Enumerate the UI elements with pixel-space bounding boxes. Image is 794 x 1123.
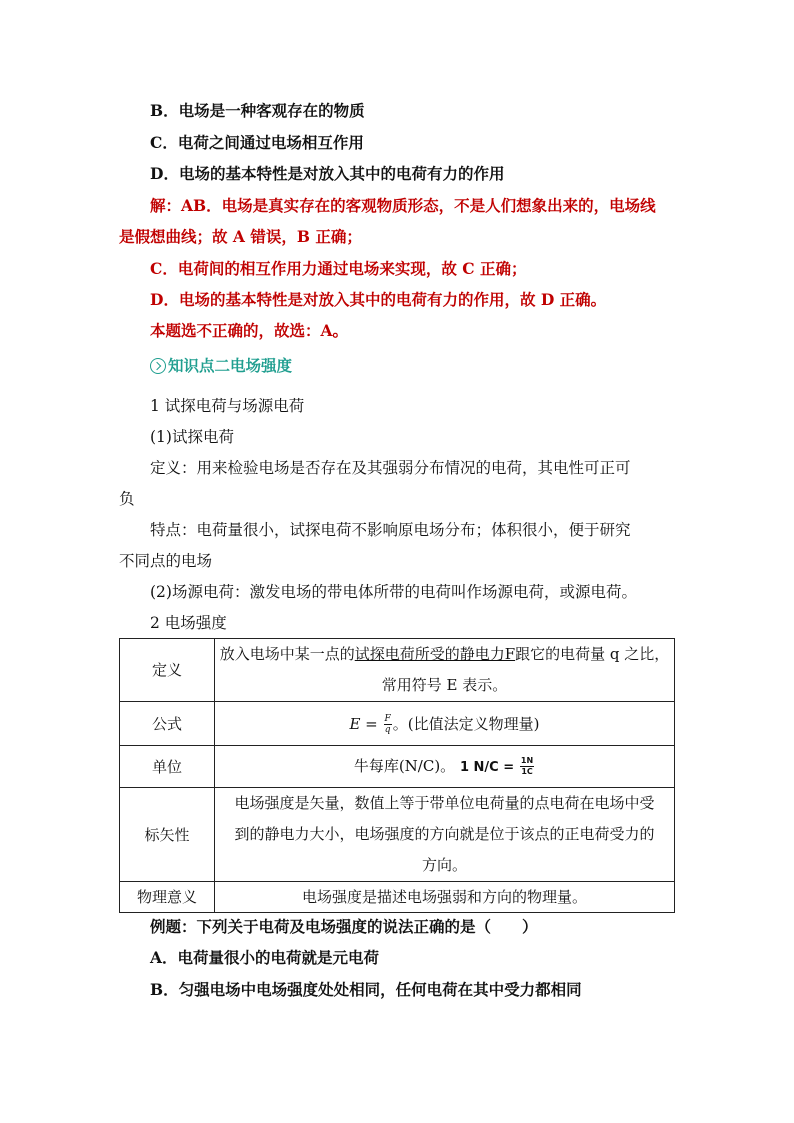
section-title: 知识点二电场强度 [168, 356, 293, 375]
row-value: 电场强度是矢量，数值上等于带单位电荷量的点电荷在电场中受 到的静电力大小，电场强度的方向就是位于该点的正电荷受力的 方向。 [215, 788, 675, 882]
table-row [120, 746, 675, 788]
example-option-a: A．电荷量很小的电荷就是元电荷 [150, 948, 380, 967]
option-d: D．电场的基本特性是对放入其中的电荷有力的作用 [150, 164, 505, 183]
subheading-1a: (1)试探电荷 [150, 428, 234, 446]
feature-line-1: 特点：电荷量很小，试探电荷不影响原电场分布；体积很小，便于研究 [150, 521, 631, 539]
row-key: 定义 [120, 639, 215, 702]
unit-cell: 牛每库(N/C)。 1 N/C = $\frac{1N}{1C}$ [215, 746, 675, 788]
solution-line-3: C．电荷间的相互作用力通过电场来实现，故 C 正确； [150, 259, 527, 278]
solution-line-1: 解：AB．电场是真实存在的客观物质形态，不是人们想象出来的，电场线 [150, 196, 656, 215]
option-c: C．电荷之间通过电场相互作用 [150, 133, 364, 152]
example-option-b: B．匀强电场中电场强度处处相同，任何电荷在其中受力都相同 [150, 980, 582, 999]
example-question: 例题：下列关于电荷及电场强度的说法正确的是（ ） [150, 917, 538, 936]
row-key: 标矢性 [120, 788, 215, 882]
table-row [120, 702, 675, 746]
row-key: 单位 [120, 746, 215, 788]
row-key: 公式 [120, 702, 215, 746]
table-row [120, 882, 675, 913]
row-key: 物理意义 [120, 882, 215, 913]
solution-line-2: 是假想曲线；故 A 错误，B 正确； [119, 227, 362, 246]
formula-cell: E = $\frac{F}{q}$ 。(比值法定义物理量) [215, 702, 675, 746]
definition-line-1: 定义：用来检验电场是否存在及其强弱分布情况的电荷，其电性可正可 [150, 459, 631, 477]
source-charge-line: (2)场源电荷：激发电场的带电体所带的电荷叫作场源电荷，或源电荷。 [150, 583, 637, 601]
feature-line-2: 不同点的电场 [119, 552, 213, 570]
subheading-2: 2 电场强度 [150, 614, 227, 632]
row-value: 电场强度是描述电场强弱和方向的物理量。 [215, 882, 675, 913]
subheading-1: 1 试探电荷与场源电荷 [150, 397, 305, 415]
section-heading [150, 356, 292, 376]
solution-line-4: D．电场的基本特性是对放入其中的电荷有力的作用，故 D 正确。 [150, 290, 607, 309]
field-strength-table [119, 638, 675, 913]
table-row [120, 788, 675, 882]
definition-line-2: 负 [119, 490, 135, 508]
table-row [120, 639, 675, 702]
option-b: B．电场是一种客观存在的物质 [150, 101, 365, 120]
circle-arrow-icon [150, 358, 166, 374]
row-value: 放入电场中某一点的试探电荷所受的静电力F跟它的电荷量 q 之比， 常用符号 E 表示。 [215, 639, 675, 702]
solution-line-5: 本题选不正确的，故选：A。 [150, 321, 349, 340]
